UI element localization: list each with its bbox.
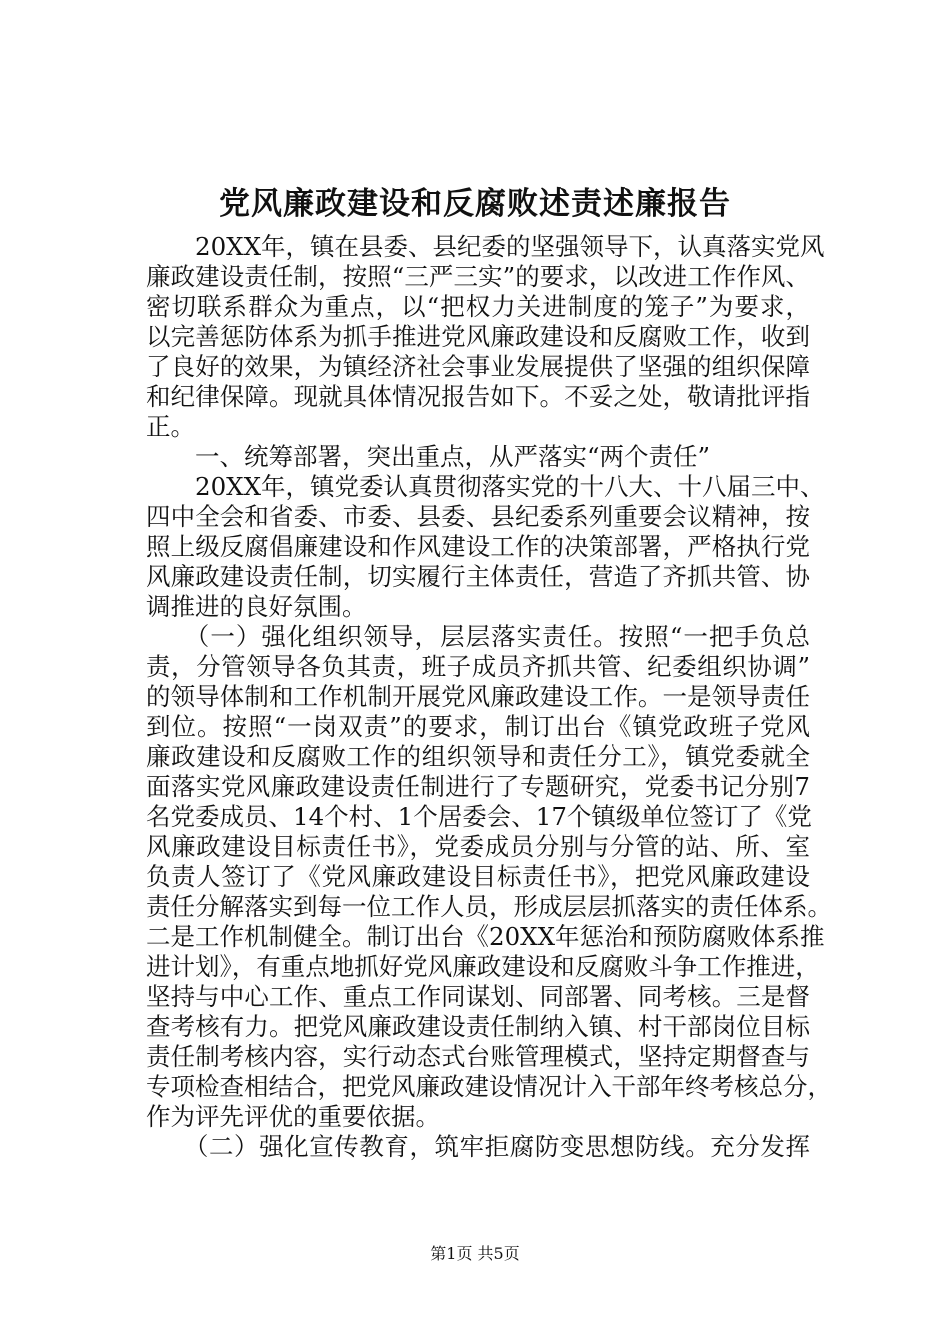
- body-line: （一）强化组织领导，层层落实责任。按照“一把手负总: [146, 622, 810, 651]
- body-line: 调推进的良好氛围。: [146, 592, 367, 621]
- body-line: 正。: [146, 412, 195, 441]
- body-line: 坚持与中心工作、重点工作同谋划、同部署、同考核。三是督: [146, 982, 810, 1011]
- body-line: 廉政建设责任制，按照“三严三实”的要求，以改进工作作风、: [146, 262, 810, 291]
- body-line: 20XX年，镇在县委、县纪委的坚强领导下，认真落实党风: [146, 232, 825, 261]
- body-line: 以完善惩防体系为抓手推进党风廉政建设和反腐败工作，收到: [146, 322, 810, 351]
- body-line: 责任制考核内容，实行动态式台账管理模式，坚持定期督查与: [146, 1042, 810, 1071]
- body-line: 廉政建设和反腐败工作的组织领导和责任分工》，镇党委就全: [146, 742, 810, 771]
- page-footer: 第1页 共5页: [430, 1244, 520, 1263]
- body-line: 的领导体制和工作机制开展党风廉政建设工作。一是领导责任: [146, 682, 810, 711]
- document-title: 党风廉政建设和反腐败述责述廉报告: [219, 186, 731, 222]
- body-line: 作为评先评优的重要依据。: [146, 1102, 440, 1131]
- body-line: 专项检查相结合，把党风廉政建设情况计入干部年终考核总分，: [146, 1072, 832, 1101]
- body-line: 20XX年，镇党委认真贯彻落实党的十八大、十八届三中、: [146, 472, 825, 501]
- body-line: 责任分解落实到每一位工作人员，形成层层抓落实的责任体系。: [146, 892, 832, 921]
- body-line: 和纪律保障。现就具体情况报告如下。不妥之处，敬请批评指: [146, 382, 810, 411]
- body-line: 面落实党风廉政建设责任制进行了专题研究，党委书记分别7: [146, 772, 810, 801]
- body-line: 风廉政建设责任制，切实履行主体责任，营造了齐抓共管、协: [146, 562, 810, 591]
- body-line: 照上级反腐倡廉建设和作风建设工作的决策部署，严格执行党: [146, 532, 810, 561]
- body-line: 负责人签订了《党风廉政建设目标责任书》，把党风廉政建设: [146, 862, 810, 891]
- body-line: 一、统筹部署，突出重点，从严落实“两个责任”: [146, 442, 711, 471]
- body-line: 责，分管领导各负其责，班子成员齐抓共管、纪委组织协调”: [146, 652, 810, 681]
- body-line: 查考核有力。把党风廉政建设责任制纳入镇、村干部岗位目标: [146, 1012, 810, 1041]
- body-line: 风廉政建设目标责任书》，党委成员分别与分管的站、所、室: [146, 832, 810, 861]
- body-line: 名党委成员、14个村、1个居委会、17个镇级单位签订了《党: [146, 802, 812, 831]
- body-line: 四中全会和省委、市委、县委、县纪委系列重要会议精神，按: [146, 502, 810, 531]
- body-line: 二是工作机制健全。制订出台《20XX年惩治和预防腐败体系推: [146, 922, 825, 951]
- body-line: 了良好的效果，为镇经济社会事业发展提供了坚强的组织保障: [146, 352, 810, 381]
- body-line: 进计划》，有重点地抓好党风廉政建设和反腐败斗争工作推进，: [146, 952, 820, 981]
- body-line: 到位。按照“一岗双责”的要求，制订出台《镇党政班子党风: [146, 712, 810, 741]
- document-body: [146, 232, 832, 1162]
- body-line: 密切联系群众为重点，以“把权力关进制度的笼子”为要求，: [146, 292, 810, 321]
- body-line: （二）强化宣传教育，筑牢拒腐防变思想防线。充分发挥: [146, 1132, 810, 1161]
